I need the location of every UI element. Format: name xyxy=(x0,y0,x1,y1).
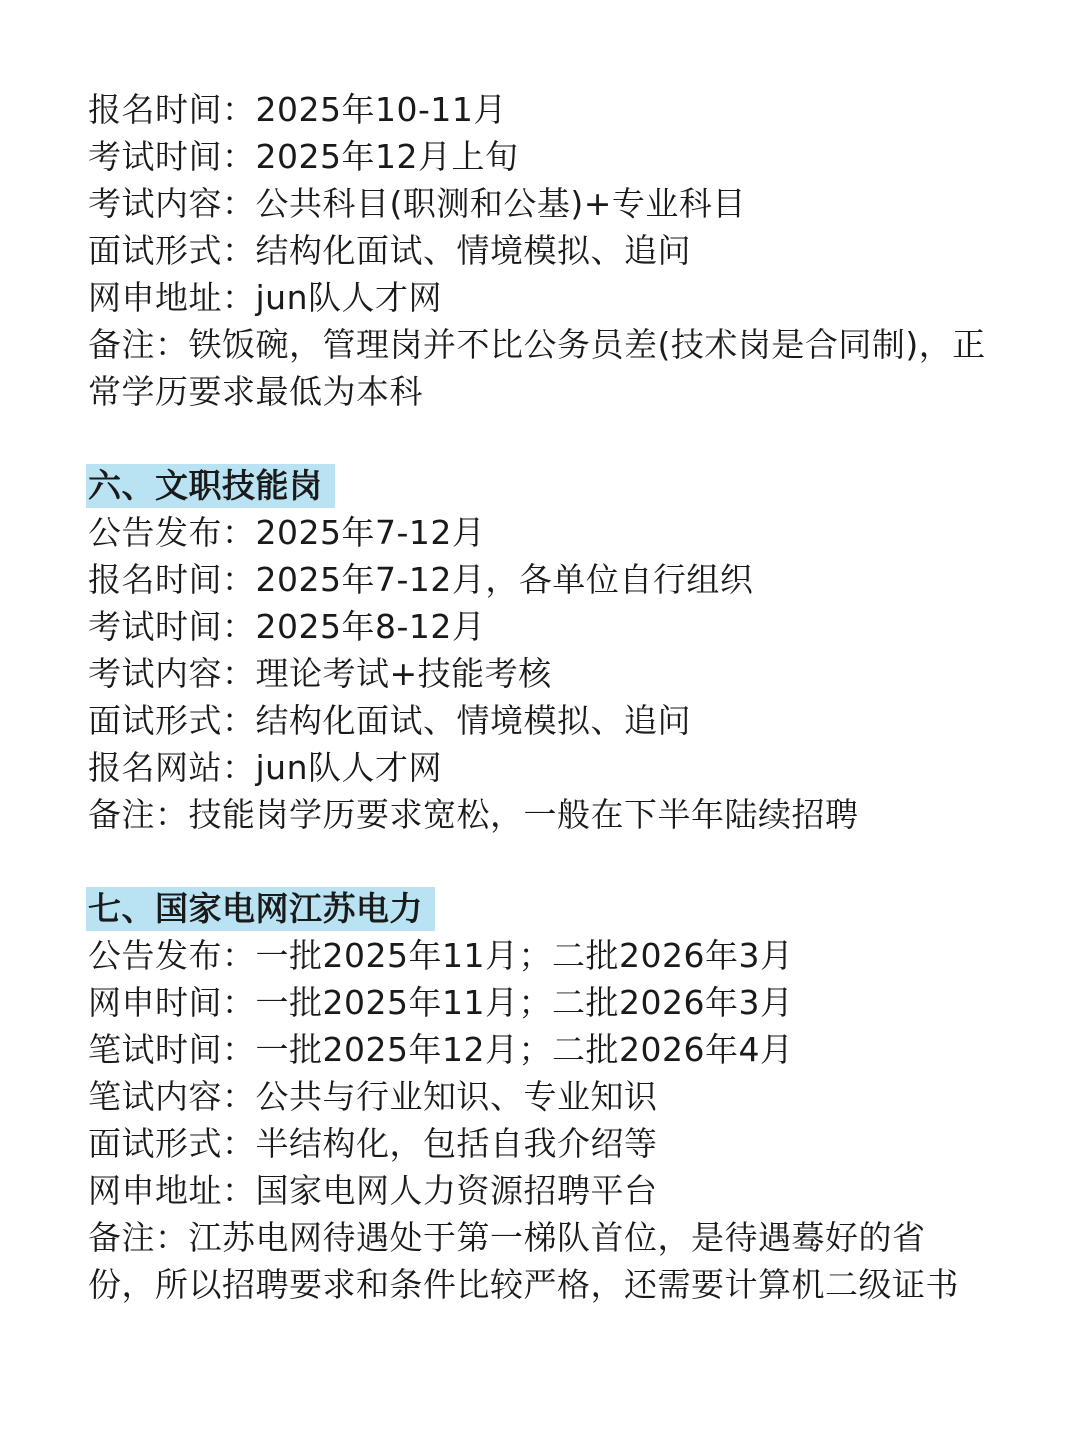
row-value: 结构化面试、情境模拟、追问 xyxy=(255,701,691,740)
row-value: jun队人才网 xyxy=(255,748,442,787)
info-row xyxy=(88,1073,998,1120)
row-label: 考试时间： xyxy=(88,137,256,176)
info-row xyxy=(88,133,998,180)
row-label: 报名时间： xyxy=(88,90,256,129)
row-label: 面试形式： xyxy=(88,231,256,270)
info-row xyxy=(88,180,998,227)
row-label: 网申地址： xyxy=(88,278,256,317)
row-value: 半结构化，包括自我介绍等 xyxy=(255,1124,658,1163)
row-label: 面试形式： xyxy=(88,701,256,740)
section-heading: 六、文职技能岗 xyxy=(86,464,335,508)
note-label: 备注： xyxy=(88,1218,189,1257)
note-text: 技能岗学历要求宽松，一般在下半年陆续招聘 xyxy=(188,795,859,834)
note-row xyxy=(88,1214,998,1261)
info-row xyxy=(88,1026,998,1073)
section-heading: 七、国家电网江苏电力 xyxy=(86,887,435,931)
note-row xyxy=(88,791,998,838)
row-label: 公告发布： xyxy=(88,936,256,975)
row-value: 结构化面试、情境模拟、追问 xyxy=(255,231,691,270)
note-label: 备注： xyxy=(88,325,189,364)
row-label: 网申时间： xyxy=(88,983,256,1022)
row-label: 考试内容： xyxy=(88,654,256,693)
row-label: 报名网站： xyxy=(88,748,256,787)
info-row xyxy=(88,509,998,556)
section-7 xyxy=(88,885,998,1308)
section-5 xyxy=(88,86,998,415)
info-row xyxy=(88,227,998,274)
row-value: 2025年8-12月 xyxy=(255,607,486,646)
note-row-continued: 份，所以招聘要求和条件比较严格，还需要计算机二级证书 xyxy=(88,1265,959,1304)
row-label: 报名时间： xyxy=(88,560,256,599)
info-row xyxy=(88,697,998,744)
info-row xyxy=(88,1167,998,1214)
info-row xyxy=(88,603,998,650)
info-row xyxy=(88,86,998,133)
info-row xyxy=(88,932,998,979)
note-row-continued: 常学历要求最低为本科 xyxy=(88,372,423,411)
info-row xyxy=(88,979,998,1026)
row-value: 公共科目(职测和公基)+专业科目 xyxy=(255,184,746,223)
row-label: 考试内容： xyxy=(88,184,256,223)
row-value: jun队人才网 xyxy=(255,278,442,317)
info-row xyxy=(88,274,998,321)
document-body xyxy=(88,86,998,1308)
row-value: 公共与行业知识、专业知识 xyxy=(255,1077,658,1116)
row-value: 2025年10-11月 xyxy=(255,90,507,129)
info-row xyxy=(88,1120,998,1167)
section-spacer xyxy=(88,415,998,462)
row-value: 2025年12月上旬 xyxy=(255,137,519,176)
info-row xyxy=(88,650,998,697)
note-label: 备注： xyxy=(88,795,189,834)
info-row xyxy=(88,556,998,603)
row-value: 国家电网人力资源招聘平台 xyxy=(255,1171,658,1210)
section-spacer xyxy=(88,838,998,885)
row-value: 理论考试+技能考核 xyxy=(255,654,552,693)
row-value: 2025年7-12月 xyxy=(255,513,486,552)
row-label: 考试时间： xyxy=(88,607,256,646)
row-label: 笔试内容： xyxy=(88,1077,256,1116)
row-label: 面试形式： xyxy=(88,1124,256,1163)
note-text: 江苏电网待遇处于第一梯队首位，是待遇蓦好的省 xyxy=(188,1218,926,1257)
row-value: 一批2025年11月；二批2026年3月 xyxy=(255,936,794,975)
note-row xyxy=(88,321,998,368)
row-label: 笔试时间： xyxy=(88,1030,256,1069)
row-value: 一批2025年12月；二批2026年4月 xyxy=(255,1030,794,1069)
section-6 xyxy=(88,462,998,838)
row-label: 网申地址： xyxy=(88,1171,256,1210)
row-value: 2025年7-12月，各单位自行组织 xyxy=(255,560,754,599)
row-label: 公告发布： xyxy=(88,513,256,552)
info-row xyxy=(88,744,998,791)
row-value: 一批2025年11月；二批2026年3月 xyxy=(255,983,794,1022)
note-text: 铁饭碗，管理岗并不比公务员差(技术岗是合同制)，正 xyxy=(188,325,986,364)
